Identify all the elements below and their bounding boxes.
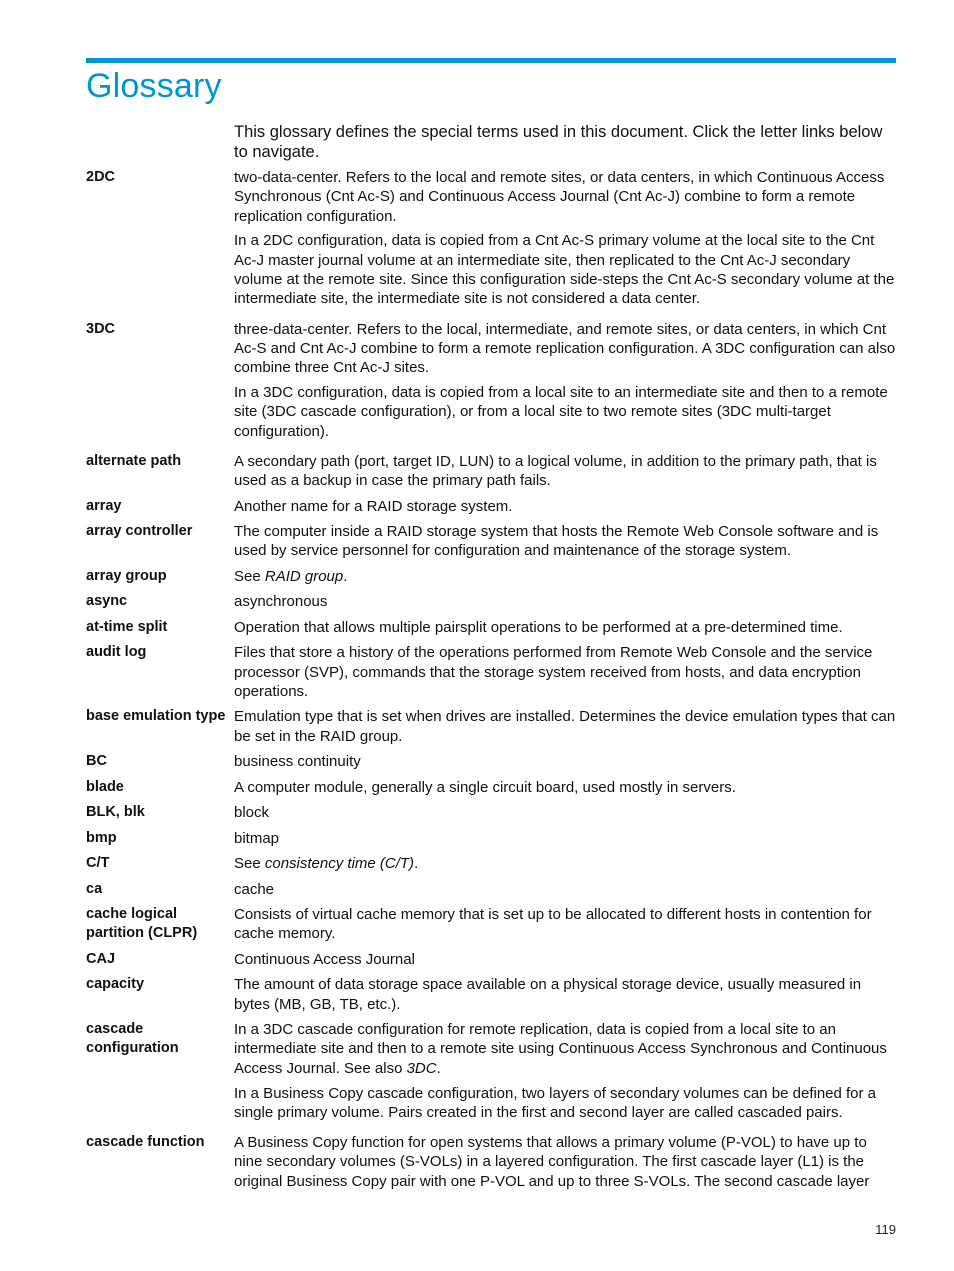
definition-suffix: . [343,567,348,585]
glossary-term: 3DC [86,320,116,337]
glossary-definition [234,854,898,873]
glossary-entry-array-group [86,567,898,586]
glossary-definition: Continuous Access Journal [234,950,415,968]
glossary-intro: This glossary defines the special terms used in this document. Click the letter links below to navigate. [234,123,883,161]
glossary-term: capacity [86,976,145,993]
glossary-entry-base-emulation-type [86,707,898,746]
glossary-definition: The computer inside a RAID storage system that hosts the Remote Web Console software and is used by service personnel for configuration and maintenance of the storage system. [234,523,879,560]
glossary-term: cache logical partition (CLPR) [86,906,198,942]
glossary-definition: A computer module, generally a single circuit board, used mostly in servers. [234,778,736,796]
definition-prefix: See [234,855,265,873]
glossary-term: ca [86,880,103,897]
glossary-entry-bmp [86,829,898,848]
glossary-entry-audit-log [86,643,898,701]
glossary-definition [234,320,898,441]
glossary-term: alternate path [86,452,182,469]
glossary-definition: asynchronous [234,593,328,611]
glossary-term: array controller [86,523,193,540]
glossary-entry-alternate-path [86,452,898,491]
definition-suffix: . [436,1059,441,1077]
glossary-term: array [86,497,122,514]
glossary-definition: Emulation type that is set when drives are installed. Determines the device emulation types that can be set in the RAID group. [234,708,896,745]
glossary-entry-ct [86,854,898,873]
glossary-definition: Operation that allows multiple pairsplit operations to be performed at a pre-determined time. [234,618,843,636]
glossary-entry-blade [86,778,898,797]
cross-reference-link[interactable]: RAID group [264,567,344,585]
cross-reference-link[interactable]: consistency time (C/T) [264,855,415,873]
glossary-term: BC [86,753,107,770]
glossary-definition: business continuity [234,753,361,771]
glossary-definition: A Business Copy function for open systems that allows a primary volume (P-VOL) to have up to nine secondary volumes (S-VOLs) in a layered configuration. The first cascade layer (L1) is the original Business Copy pair with one P-VOL and up to three S-VOLs. The second cascade layer [234,1134,870,1190]
glossary-term: audit log [86,644,147,661]
glossary-list [86,122,898,1197]
definition-paragraph: three-data-center. Refers to the local, intermediate, and remote sites, or data centers, in which Cnt Ac-S and Cnt Ac-J combine to form a remote replication configuration. A 3DC configuration can also combine three Cnt Ac-J sites. [234,320,896,377]
glossary-definition: The amount of data storage space available on a physical storage device, usually measured in bytes (MB, GB, TB, etc.). [234,976,862,1013]
glossary-definition: A secondary path (port, target ID, LUN) to a logical volume, in addition to the primary path, that is used as a backup in case the primary path fails. [234,452,877,490]
definition-paragraph [234,1020,898,1078]
definition-suffix: . [414,855,419,873]
definition-paragraph: two-data-center. Refers to the local and remote sites, or data centers, in which Continuous Access Synchronous (Cnt Ac-S) and Continuous Access Journal (Cnt Ac-J) combine to form a remote replication configuration. [234,169,885,225]
glossary-entry-bc [86,752,898,771]
glossary-definition [234,1020,898,1122]
glossary-entry-array [86,497,898,516]
glossary-entry-2dc [86,168,898,309]
glossary-entry-clpr [86,905,898,944]
glossary-term: async [86,593,128,610]
glossary-definition [234,567,898,586]
glossary-term: blade [86,778,124,795]
glossary-term: base emulation type [86,708,226,725]
page-title: Glossary [86,67,222,105]
glossary-entry-cascade-function [86,1133,898,1191]
definition-paragraph: In a 3DC configuration, data is copied from a local site to an intermediate site and then to a remote site (3DC cascade configuration), or from a local site to two remote sites (3DC multi-target configuration). [234,383,888,440]
glossary-entry-blk [86,803,898,822]
glossary-definition: Consists of virtual cache memory that is set up to be allocated to different hosts in contention for cache memory. [234,906,872,943]
glossary-definition: bitmap [234,829,280,847]
glossary-definition: Files that store a history of the operations performed from Remote Web Console and the service processor (SVP), commands that the storage system received from hosts, and data encryption operations. [234,644,873,700]
glossary-term: cascade function [86,1134,205,1151]
glossary-entry-at-time-split [86,618,898,637]
page-number: 119 [875,1222,896,1237]
glossary-entry-async [86,592,898,611]
glossary-term: array group [86,567,167,584]
glossary-definition [234,168,898,309]
glossary-term: at-time split [86,618,168,635]
glossary-term: 2DC [86,169,116,185]
glossary-entry-cascade-configuration [86,1020,898,1122]
glossary-entry-array-controller [86,522,898,561]
glossary-term: cascade configuration [86,1021,179,1057]
glossary-definition: cache [234,880,275,898]
glossary-term: bmp [86,829,117,846]
definition-paragraph: In a 2DC configuration, data is copied from a Cnt Ac-S primary volume at the local site to the Cnt Ac-J master journal volume at an intermediate site, then replicated to the Cnt Ac-J secondary volume at the remote site. Since this configuration side-steps the Cnt Ac-S secondary volume at the intermediate site, the intermediate site is not considered a data center. [234,232,895,308]
glossary-entry-3dc [86,320,898,441]
glossary-term: C/T [86,855,110,872]
glossary-definition: Another name for a RAID storage system. [234,497,513,515]
glossary-term: CAJ [86,950,116,967]
definition-text: In a 3DC cascade configuration for remote replication, data is copied from a local site to an intermediate site and then to a remote site using Continuous Access Synchronous and Continuous Access Journal. See also [234,1021,887,1077]
definition-paragraph: In a Business Copy cascade configuration, two layers of secondary volumes can be defined for a single primary volume. Pairs created in the first and second layer are called cascaded pairs. [234,1084,877,1121]
glossary-entry-capacity [86,975,898,1014]
definition-prefix: See [234,567,265,585]
glossary-term: BLK, blk [86,804,145,821]
glossary-definition: block [234,804,270,822]
cross-reference-link[interactable]: 3DC [406,1059,437,1077]
glossary-entry-ca [86,880,898,899]
glossary-entry-caj [86,950,898,969]
